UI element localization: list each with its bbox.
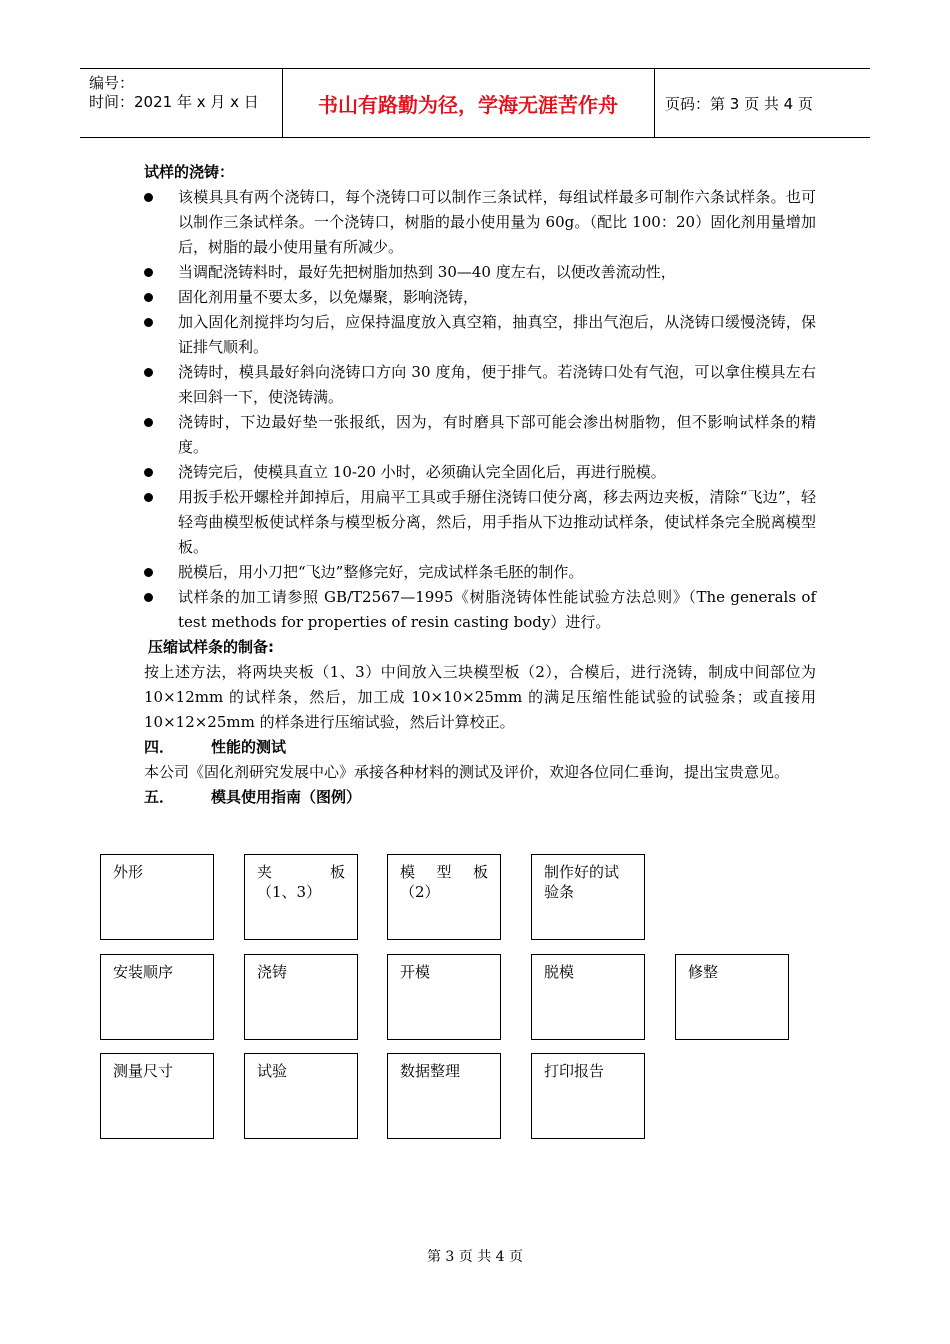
section-4-text: 本公司《固化剂研究发展中心》承接各种材料的测试及评价，欢迎各位同仁垂询，提出宝贵意见。 xyxy=(144,763,790,781)
section-5-number: 五． xyxy=(144,788,175,806)
box-trim: 修整 xyxy=(675,954,789,1040)
bullet-dot-icon xyxy=(144,593,153,602)
box-install-order: 安装顺序 xyxy=(100,954,214,1040)
list-item: 用扳手松开螺栓并卸掉后，用扁平工具或手掰住浇铸口使分离，移去两边夹板，清除“飞边”，轻轻弯曲模型板使试样条与模型板分离，然后，用手指从下边推动试样条，使试样条完全脱离模型板。 xyxy=(144,485,816,560)
box-print-report: 打印报告 xyxy=(531,1053,645,1139)
header-page-info: 页码：第 3 页 共 4 页 xyxy=(665,94,813,113)
list-item: 浇铸时，模具最好斜向浇铸口方向 30 度角，便于排气。若浇铸口处有气泡，可以拿住模具左右来回斜一下，使浇铸满。 xyxy=(144,360,816,410)
list-item: 固化剂用量不要太多，以免爆聚，影响浇铸， xyxy=(144,285,816,310)
list-item: 加入固化剂搅拌均匀后，应保持温度放入真空箱，抽真空，排出气泡后，从浇铸口缓慢浇铸，保证排气顺利。 xyxy=(144,310,816,360)
header-time-label: 时间：2021 年 x 月 x 日 xyxy=(89,93,259,111)
bullet-dot-icon xyxy=(144,493,153,502)
bullet-dot-icon xyxy=(144,468,153,477)
casting-title: 试样的浇铸： xyxy=(144,163,235,181)
bullet-dot-icon xyxy=(144,318,153,327)
compression-text: 按上述方法，将两块夹板（1、3）中间放入三块模型板（2），合模后，进行浇铸，制成中间部位为 10×12mm 的试样条，然后，加工成 10×10×25mm 的满足压缩性能试验的试验条；或直接用 10×12×25mm 的样条进行压缩试验，然后计算校正。 xyxy=(144,663,816,731)
list-item: 浇铸完后，使模具直立 10-20 小时，必须确认完全固化后，再进行脱模。 xyxy=(144,460,816,485)
list-item: 该模具具有两个浇铸口，每个浇铸口可以制作三条试样，每组试样最多可制作六条试样条。也可以制作三条试样条。一个浇铸口，树脂的最小使用量为 60g。（配比 100：20）固化剂用量增加后，树脂的最小使用量有所减少。 xyxy=(144,185,816,260)
bullet-dot-icon xyxy=(144,193,153,202)
box-appearance: 外形 xyxy=(100,854,214,940)
box-open-mold: 开模 xyxy=(387,954,501,1040)
bullet-dot-icon xyxy=(144,293,153,302)
compression-title: 压缩试样条的制备: xyxy=(148,638,274,656)
document-body xyxy=(144,160,816,810)
section-4-title: 性能的测试 xyxy=(211,738,287,756)
section-4-number: 四． xyxy=(144,738,175,756)
box-finished-specimen: 制作好的试验条 xyxy=(531,854,645,940)
list-item: 浇铸时，下边最好垫一张报纸，因为，有时磨具下部可能会渗出树脂物，但不影响试样条的精度。 xyxy=(144,410,816,460)
box-test: 试验 xyxy=(244,1053,358,1139)
header-number-label: 编号： xyxy=(89,74,135,92)
bullet-dot-icon xyxy=(144,568,153,577)
box-demold: 脱模 xyxy=(531,954,645,1040)
casting-list xyxy=(144,185,816,635)
section-5-title: 模具使用指南（图例） xyxy=(211,788,362,806)
box-mold-plate: 模型板 （2） xyxy=(387,854,501,940)
header-motto: 书山有路勤为径，学海无涯苦作舟 xyxy=(282,69,655,137)
bullet-dot-icon xyxy=(144,418,153,427)
box-clamp-plates: 夹板 （1、3） xyxy=(244,854,358,940)
box-casting: 浇铸 xyxy=(244,954,358,1040)
box-data-processing: 数据整理 xyxy=(387,1053,501,1139)
bullet-dot-icon xyxy=(144,368,153,377)
page-header xyxy=(80,68,870,138)
list-item: 当调配浇铸料时，最好先把树脂加热到 30—40 度左右，以便改善流动性， xyxy=(144,260,816,285)
list-item: 脱模后，用小刀把“飞边”整修完好，完成试样条毛胚的制作。 xyxy=(144,560,816,585)
page-footer: 第 3 页 共 4 页 xyxy=(426,1249,524,1265)
section-5-heading xyxy=(144,785,816,810)
section-4-heading xyxy=(144,735,816,760)
list-item: 试样条的加工请参照 GB/T2567—1995《树脂浇铸体性能试验方法总则》（The generals of test methods for properties of resin casting body）进行。 xyxy=(144,585,816,635)
bullet-dot-icon xyxy=(144,268,153,277)
header-meta xyxy=(80,69,283,137)
box-measure: 测量尺寸 xyxy=(100,1053,214,1139)
